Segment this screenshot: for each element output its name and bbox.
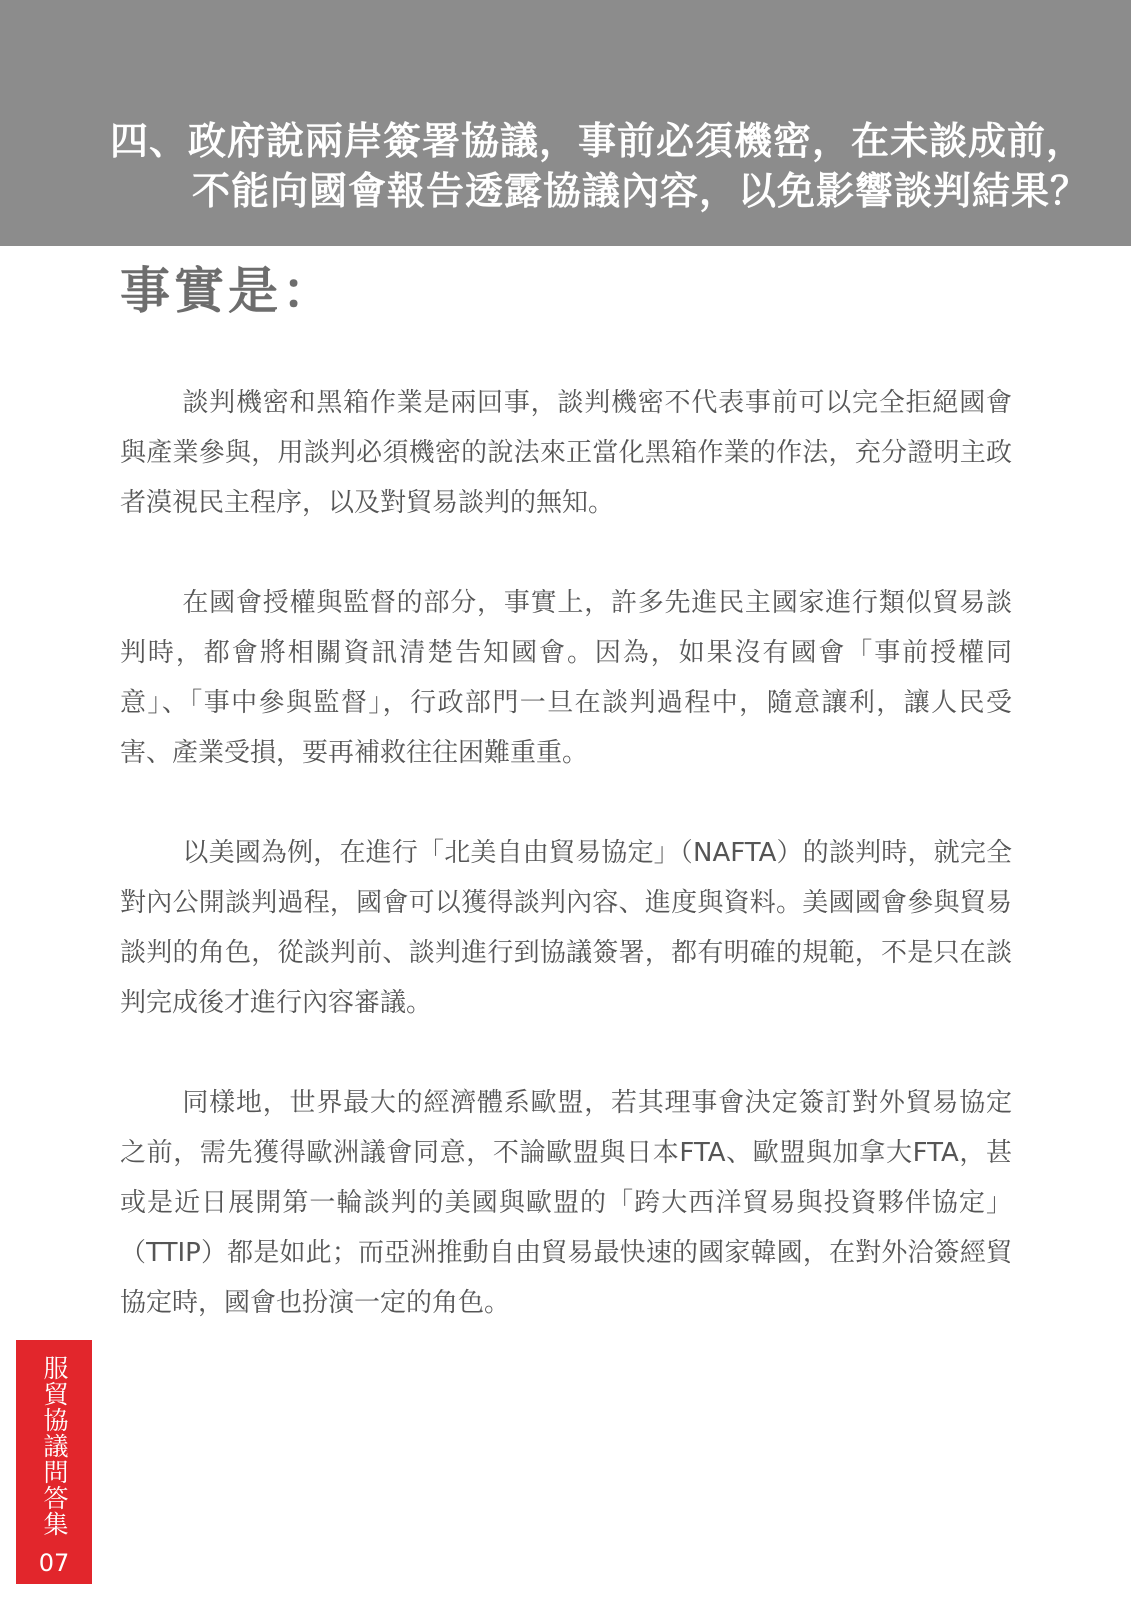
answer-body	[120, 378, 1012, 1328]
question-title	[110, 116, 1120, 216]
page-number: 07	[38, 1549, 70, 1577]
facts-heading: 事實是：	[120, 262, 336, 320]
side-tab-title: 服貿協議問答集	[40, 1355, 69, 1537]
question-header-band	[0, 0, 1131, 246]
paragraph-2: 在國會授權與監督的部分，事實上，許多先進民主國家進行類似貿易談判時，都會將相關資訊清楚告知國會。因為，如果沒有國會「事前授權同意」、「事中參與監督」，行政部門一旦在談判過程中，隨意讓利，讓人民受害、產業受損，要再補救往往困難重重。	[120, 588, 1012, 768]
side-tab	[16, 1340, 92, 1584]
paragraph-4: 同樣地，世界最大的經濟體系歐盟，若其理事會決定簽訂對外貿易協定之前，需先獲得歐洲議會同意，不論歐盟與日本FTA、歐盟與加拿大FTA，甚或是近日展開第一輪談判的美國與歐盟的「跨大西洋貿易與投資夥伴協定」（TTIP）都是如此；而亞洲推動自由貿易最快速的國家韓國，在對外洽簽經貿協定時，國會也扮演一定的角色。	[120, 1088, 1012, 1318]
question-title-line-2: 不能向國會報告透露協議內容，以免影響談判結果？	[192, 169, 1090, 213]
paragraph-1: 談判機密和黑箱作業是兩回事，談判機密不代表事前可以完全拒絕國會與產業參與，用談判必須機密的說法來正當化黑箱作業的作法，充分證明主政者漠視民主程序，以及對貿易談判的無知。	[120, 388, 1012, 518]
paragraph-3: 以美國為例，在進行「北美自由貿易協定」（NAFTA）的談判時，就完全對內公開談判過程，國會可以獲得談判內容、進度與資料。美國國會參與貿易談判的角色，從談判前、談判進行到協議簽署，都有明確的規範，不是只在談判完成後才進行內容審議。	[120, 838, 1012, 1018]
question-title-line-1: 四、政府說兩岸簽署協議，事前必須機密，在未談成前，	[110, 119, 1086, 163]
